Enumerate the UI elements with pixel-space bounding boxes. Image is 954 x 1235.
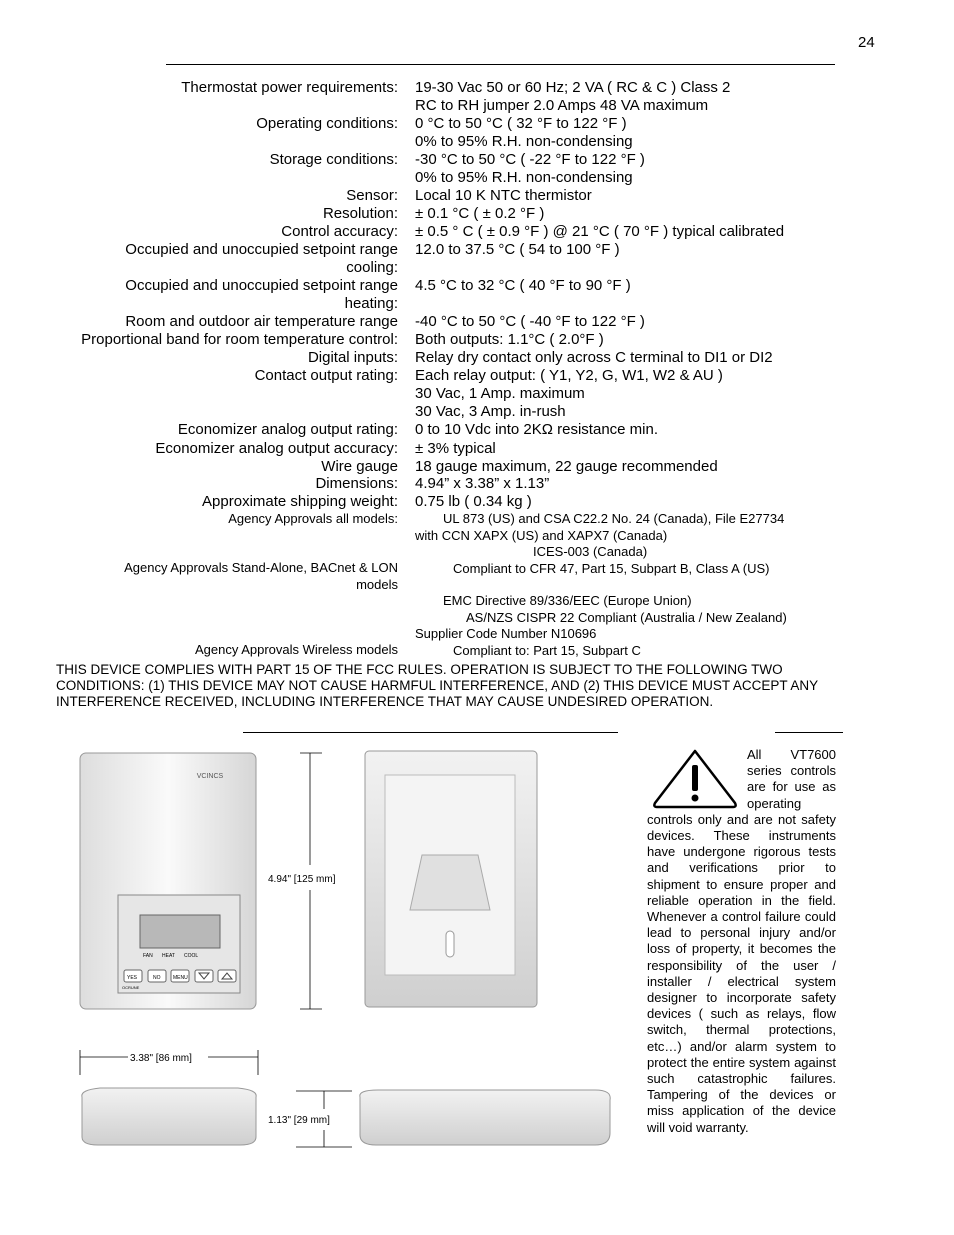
yes-key: YES [127, 975, 138, 981]
spec-value: ± 3% typical [415, 440, 496, 457]
warning-text: All VT7600 series controls are for use as operating controls only and are not safety devices. These instruments have undergone rigorous tests and verifications prior to shipment to ensure proper and reliable operation in the field. Whenever a control failure could lead to personal injury and/or loss of property, it becomes the responsibility of the user / installer / electrical system designer to incorporate safety devices ( such as relays, flow switch, thermal protections, etc…) and/or alarm system to protect the entire system against such catastrophic failures. Tampering of the devices or miss application of the device will void warranty. [647, 747, 836, 1135]
spec-label: Operating conditions: [256, 115, 398, 132]
approval-line: UL 873 (US) and CSA C22.2 No. 24 (Canada), File E27734 [443, 511, 785, 526]
section-rule-right [775, 732, 843, 733]
warning-triangle-icon [647, 747, 743, 809]
spec-value: 4.5 °C to 32 °C ( 40 °F to 90 °F ) [415, 277, 631, 294]
spec-label: Wire gauge [321, 458, 398, 475]
brand-logo: VCINCS [196, 773, 224, 780]
spec-value: 30 Vac, 3 Amp. in-rush [415, 403, 566, 420]
spec-value: ± 0.5 ° C ( ± 0.9 °F ) @ 21 °C ( 70 °F ) typical calibrated [415, 223, 785, 240]
spec-value: 12.0 to 37.5 °C ( 54 to 100 °F ) [415, 241, 620, 258]
spec-value: 0% to 95% R.H. non-condensing [415, 133, 633, 150]
spec-label: Resolution: [322, 205, 398, 222]
approval-line: ICES-003 (Canada) [533, 544, 648, 559]
bottom-view [80, 1050, 258, 1145]
spec-label: Thermostat power requirements: [181, 79, 398, 96]
approval-line: EMC Directive 89/336/EEC (Europe Union) [443, 593, 692, 608]
spec-value: 0 to 10 Vdc into 2KΩ resistance min. [415, 421, 659, 438]
fcc-notice: THIS DEVICE COMPLIES WITH PART 15 OF THE FCC RULES. OPERATION IS SUBJECT TO THE FOLLOWING TWO CONDITIONS: (1) THIS DEVICE MAY NOT CAUSE HARMFUL INTERFERENCE, AND (2) THIS DEVICE MUST ACCEPT ANY INTERFERENCE RECEIVED, INCLUDING INTERFERENCE THAT MAY CAUSE UNDESIRED OPERATION. [56, 662, 818, 709]
spec-value: Both outputs: 1.1°C ( 2.0°F ) [415, 331, 604, 348]
spec-value: -40 °C to 50 °C ( -40 °F to 122 °F ) [415, 313, 645, 330]
spec-label: Sensor: [346, 187, 398, 204]
approval-label: Agency Approvals Stand-Alone, BACnet & LON [124, 560, 398, 575]
back-view [365, 751, 537, 1007]
spec-value: 19-30 Vac 50 or 60 Hz; 2 VA ( RC & C ) Class 2 [415, 79, 731, 96]
override-label: OCRUNE [122, 985, 140, 990]
spec-value: ± 0.1 °C ( ± 0.2 °F ) [415, 205, 545, 222]
spec-value: RC to RH jumper 2.0 Amps 48 VA maximum [415, 97, 709, 114]
spec-label: Occupied and unoccupied setpoint range [125, 241, 398, 258]
spec-value: -30 °C to 50 °C ( -22 °F to 122 °F ) [415, 151, 645, 168]
spec-label-cont: heating: [344, 295, 398, 312]
approval-line: Supplier Code Number N10696 [415, 626, 597, 641]
spec-label: Storage conditions: [269, 151, 398, 168]
approval-label: Agency Approvals Wireless models [194, 642, 398, 657]
approval-line: with CCN XAPX (US) and XAPX7 (Canada) [415, 528, 668, 543]
spec-value: Each relay output: ( Y1, Y2, G, W1, W2 & AU ) [415, 367, 723, 384]
spec-value: 0% to 95% R.H. non-condensing [415, 169, 633, 186]
approval-label: models [356, 577, 398, 592]
indicator-cool: COOL [184, 953, 199, 959]
spec-label: Economizer analog output rating: [177, 421, 398, 438]
spec-value: 0 °C to 50 °C ( 32 °F to 122 °F ) [415, 115, 627, 132]
approval-line: Compliant to CFR 47, Part 15, Subpart B, Class A (US) [453, 561, 770, 576]
approval-line: AS/NZS CISPR 22 Compliant (Australia / New Zealand) [466, 610, 787, 625]
spec-value: 0.75 lb ( 0.34 kg ) [415, 493, 532, 510]
spec-value: Local 10 K NTC thermistor [415, 187, 592, 204]
spec-label-cont: cooling: [346, 259, 398, 276]
spec-label: Proportional band for room temperature control: [81, 331, 398, 348]
side-view [360, 1090, 610, 1145]
no-key: NO [153, 975, 161, 981]
dimension-drawing [60, 745, 620, 1165]
depth-dimension [268, 1091, 352, 1147]
spec-label: Digital inputs: [307, 349, 398, 366]
height-dimension [268, 753, 336, 1009]
spec-label: Contact output rating: [254, 367, 398, 384]
front-view [80, 753, 256, 1009]
menu-key: MENU [173, 975, 188, 981]
indicator-heat: HEAT [162, 953, 175, 959]
spec-label: Approximate shipping weight: [202, 493, 398, 510]
approval-label: Agency Approvals all models: [228, 511, 398, 526]
spec-label: Economizer analog output accuracy: [155, 440, 398, 457]
top-rule [166, 64, 835, 65]
spec-label: Control accuracy: [281, 223, 398, 240]
height-label: 4.94" [125 mm] [268, 874, 336, 885]
spec-label: Dimensions: [315, 475, 398, 492]
spec-value: 18 gauge maximum, 22 gauge recommended [415, 458, 718, 475]
section-rule [243, 732, 618, 733]
indicator-fan: FAN [143, 953, 153, 959]
spec-value: Relay dry contact only across C terminal to DI1 or DI2 [415, 349, 773, 366]
warning-notice [647, 747, 836, 1136]
spec-value: 4.94” x 3.38” x 1.13” [415, 475, 550, 492]
spec-label: Room and outdoor air temperature range [125, 313, 398, 330]
width-label: 3.38" [86 mm] [130, 1053, 192, 1064]
approval-line: Compliant to: Part 15, Subpart C [453, 643, 641, 658]
page-number: 24 [858, 34, 875, 51]
depth-label: 1.13" [29 mm] [268, 1115, 330, 1126]
spec-value: 30 Vac, 1 Amp. maximum [415, 385, 585, 402]
spec-label: Occupied and unoccupied setpoint range [125, 277, 398, 294]
